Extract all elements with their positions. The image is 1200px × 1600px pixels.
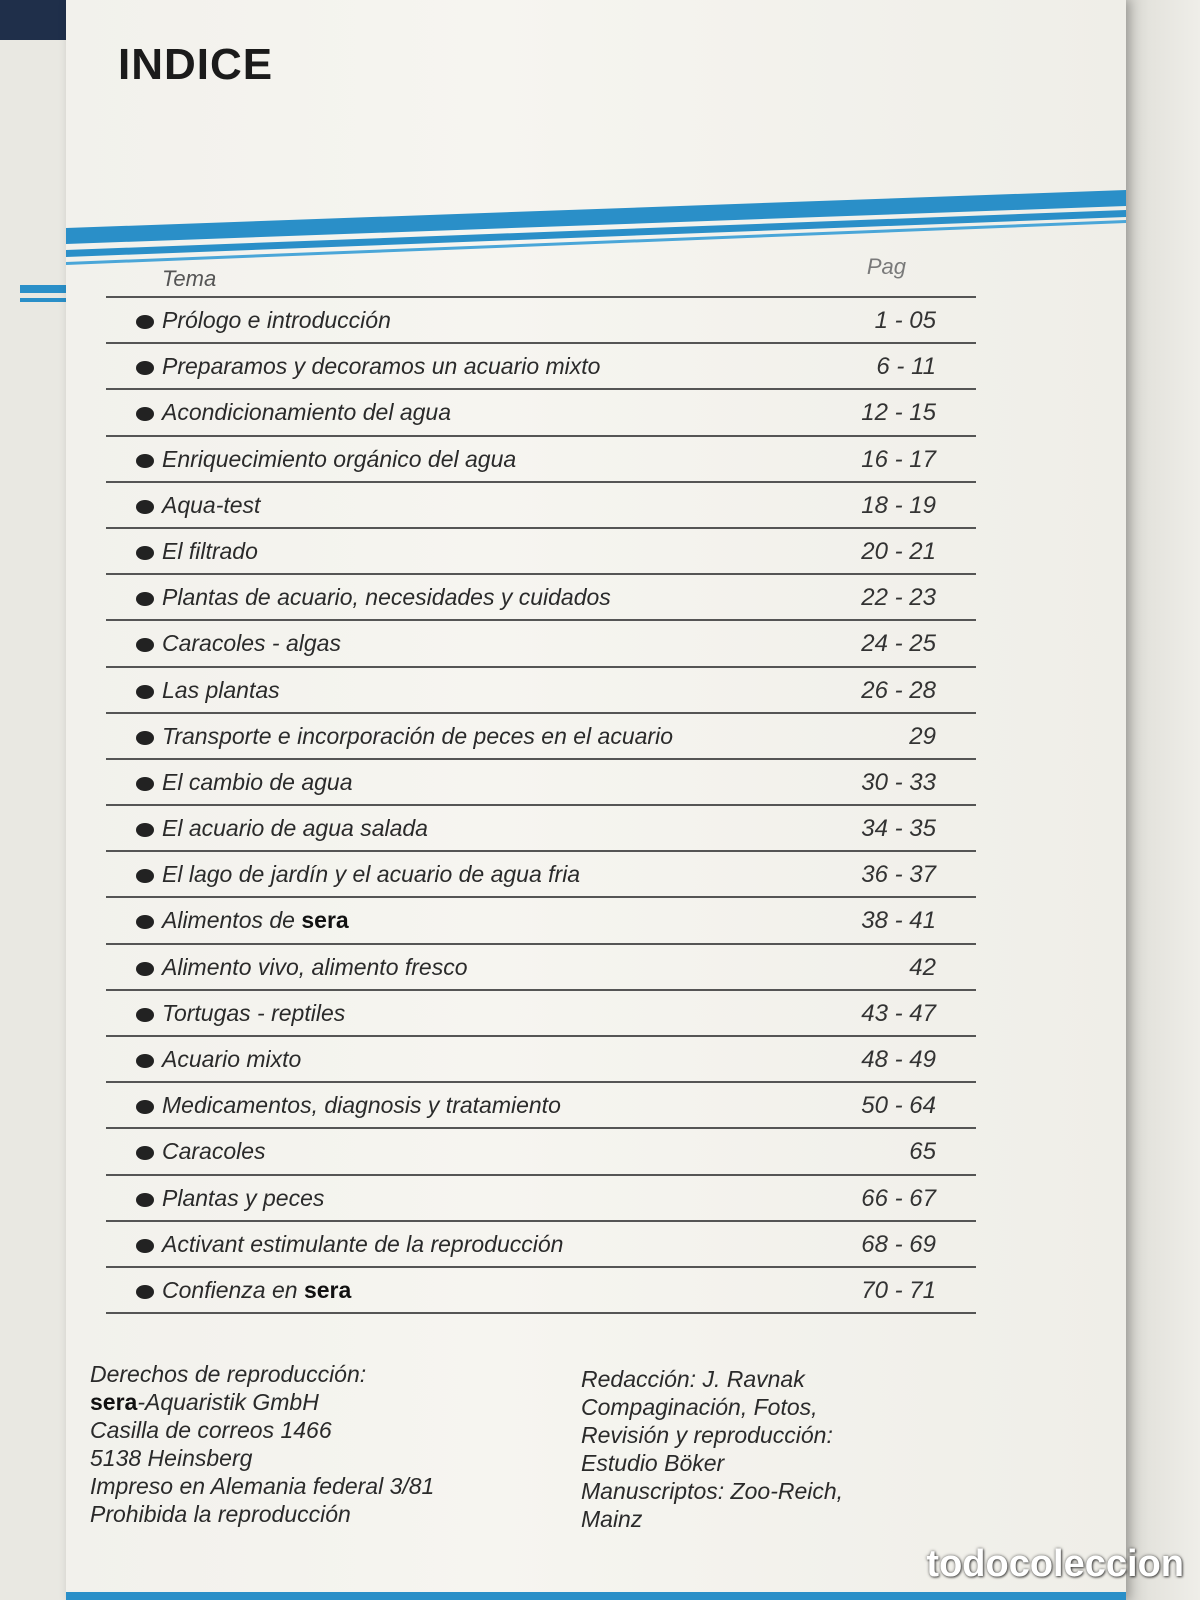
toc-entry (106, 529, 976, 575)
toc-entry-title (162, 1185, 324, 1212)
toc-entry (106, 1037, 976, 1083)
toc-entry-title-text: Activant estimulante de la reproducción (162, 1230, 564, 1257)
toc-entry-title (162, 630, 341, 657)
editorial-credits (581, 1365, 981, 1533)
toc-entry (106, 806, 976, 852)
bullet-icon (136, 1008, 154, 1022)
toc-entry-title (162, 1000, 345, 1027)
toc-entry-pages: 48 - 49 (861, 1046, 936, 1073)
bullet-icon (136, 777, 154, 791)
toc-entry-title-text: Enriquecimiento orgánico del agua (162, 445, 517, 472)
bullet-icon (136, 592, 154, 606)
toc-entry-title (162, 1138, 266, 1165)
publisher-city: 5138 Heinsberg (90, 1445, 253, 1471)
bullet-icon (136, 361, 154, 375)
copyright-heading: Derechos de reproducción: (90, 1361, 367, 1387)
credit-manuscripts: Manuscriptos: Zoo-Reich, (581, 1478, 844, 1504)
credit-editor: Redacción: J. Ravnak (581, 1366, 805, 1392)
toc-entry (106, 991, 976, 1037)
toc-entry-pages: 43 - 47 (861, 999, 936, 1027)
toc-entry-pages: 42 (909, 953, 936, 981)
toc-entry (106, 483, 976, 529)
toc-entry-title-text: Las plantas (162, 676, 280, 703)
bullet-icon (136, 546, 154, 560)
toc-entry-title-text: El acuario de agua salada (162, 815, 428, 842)
bullet-icon (136, 1285, 154, 1299)
credit-layout: Compaginación, Fotos, (581, 1394, 818, 1420)
column-header-topic: Tema (162, 266, 217, 291)
bullet-icon (136, 638, 154, 652)
toc-entry-title-text: Preparamos y decoramos un acuario mixto (162, 353, 601, 380)
toc-entry-title-text: Caracoles (162, 1138, 266, 1165)
toc-entry-title-text: Aqua-test (162, 491, 261, 518)
print-info: Impreso en Alemania federal 3/81 (90, 1473, 435, 1499)
bullet-icon (136, 1239, 154, 1253)
toc-entry-title-text: Plantas de acuario, necesidades y cuidados (162, 584, 611, 611)
brand-logo-text: sera (303, 1276, 352, 1303)
toc-entry-title (162, 399, 451, 426)
credit-revision: Revisión y reproducción: (581, 1422, 833, 1448)
reproduction-notice: Prohibida la reproducción (90, 1501, 351, 1527)
toc-entry (106, 898, 976, 944)
toc-entry-pages: 38 - 41 (861, 907, 936, 935)
toc-entry-title (162, 492, 260, 519)
toc-entry-pages: 20 - 21 (861, 537, 936, 565)
toc-entry-title (162, 723, 673, 750)
table-of-contents (106, 250, 976, 1314)
toc-entry-title (162, 907, 349, 934)
bullet-icon (136, 731, 154, 745)
toc-entry-title (162, 1231, 563, 1258)
toc-entry-title (162, 1046, 301, 1073)
toc-entry-pages: 24 - 25 (861, 630, 936, 658)
index-page (66, 0, 1126, 1600)
credit-city: Mainz (581, 1506, 643, 1532)
publisher-line (90, 1388, 560, 1416)
bullet-icon (136, 685, 154, 699)
toc-entry (106, 344, 976, 390)
toc-entry-title-text: Medicamentos, diagnosis y tratamiento (162, 1092, 561, 1119)
toc-entry-pages: 65 (909, 1138, 936, 1166)
toc-entry-title (162, 769, 353, 796)
publisher-po-box: Casilla de correos 1466 (90, 1417, 332, 1443)
watermark: todocoleccion (926, 1543, 1184, 1585)
toc-entry-title-text: Acondicionamiento del agua (162, 399, 451, 426)
toc-entry-title-text: Prólogo e introducción (162, 307, 391, 333)
toc-entry-title (162, 954, 468, 981)
toc-entry-pages: 29 (909, 722, 936, 750)
bullet-icon (136, 1054, 154, 1068)
toc-entry-pages: 70 - 71 (861, 1276, 936, 1304)
toc-entry-pages: 26 - 28 (861, 676, 936, 704)
toc-entry (106, 1083, 976, 1129)
bullet-icon (136, 315, 154, 329)
toc-entry-title-text: El lago de jardín y el acuario de agua fria (162, 861, 581, 888)
toc-entry-pages: 6 - 11 (876, 353, 936, 381)
toc-entry-title-text: Transporte e incorporación de peces en el acuario (162, 722, 673, 749)
toc-entry-title (162, 446, 516, 473)
toc-entry-title-text: Confienza en (162, 1276, 298, 1303)
toc-entry (106, 760, 976, 806)
toc-entry (106, 1222, 976, 1268)
book-gutter (1115, 0, 1200, 1600)
toc-entry-title-text: Tortugas - reptiles (162, 999, 346, 1026)
bullet-icon (136, 1146, 154, 1160)
toc-entry-pages: 34 - 35 (861, 815, 936, 843)
toc-entry (106, 621, 976, 667)
toc-entry (106, 668, 976, 714)
bullet-icon (136, 407, 154, 421)
toc-entry-title-text: Acuario mixto (162, 1046, 302, 1072)
toc-entry-title (162, 1277, 351, 1304)
toc-entry-pages: 30 - 33 (861, 768, 936, 796)
toc-entry-title-text: Alimento vivo, alimento fresco (162, 953, 468, 980)
toc-entry-title (162, 538, 258, 565)
toc-entry-pages: 22 - 23 (861, 584, 936, 612)
toc-header (106, 250, 976, 298)
bullet-icon (136, 962, 154, 976)
bullet-icon (136, 1100, 154, 1114)
toc-entry-title (162, 353, 600, 380)
toc-entry-pages: 50 - 64 (861, 1092, 936, 1120)
toc-entry-title-text: Plantas y peces (162, 1184, 325, 1211)
toc-entry-title (162, 1092, 561, 1119)
toc-entry (106, 1176, 976, 1222)
column-header-page: Pag (866, 254, 906, 279)
bottom-blue-stripe (66, 1592, 1126, 1600)
copyright-block (90, 1360, 560, 1528)
toc-entry-pages: 36 - 37 (861, 861, 936, 889)
toc-entry-pages: 66 - 67 (861, 1184, 936, 1212)
toc-entry-pages: 18 - 19 (861, 491, 936, 519)
toc-entry-title-text: Caracoles - algas (162, 630, 341, 657)
toc-entry (106, 575, 976, 621)
toc-entry-pages: 68 - 69 (861, 1230, 936, 1258)
toc-entry-pages: 12 - 15 (861, 399, 936, 427)
toc-entry (106, 1129, 976, 1175)
brand-logo-text: sera (301, 907, 349, 934)
credit-studio: Estudio Böker (581, 1450, 725, 1476)
toc-entry-pages: 1 - 05 (874, 307, 936, 334)
toc-entry-title (162, 677, 280, 704)
toc-entry (106, 1268, 976, 1314)
bullet-icon (136, 454, 154, 468)
bullet-icon (136, 1193, 154, 1207)
toc-entry-title-text: Alimentos de (162, 907, 295, 934)
toc-entry-title (162, 815, 428, 842)
bullet-icon (136, 823, 154, 837)
toc-entry (106, 945, 976, 991)
toc-entry-title (162, 307, 391, 334)
page-title: INDICE (118, 40, 274, 89)
toc-entry (106, 714, 976, 760)
toc-entry-title-text: El filtrado (162, 537, 258, 564)
toc-entry (106, 852, 976, 898)
toc-entry (106, 437, 976, 483)
bullet-icon (136, 915, 154, 929)
toc-entry-title (162, 861, 580, 888)
toc-entry-title (162, 584, 611, 611)
toc-entry-title-text: El cambio de agua (162, 768, 353, 795)
bullet-icon (136, 869, 154, 883)
toc-entry-pages: 16 - 17 (861, 445, 936, 473)
toc-entry (106, 390, 976, 436)
brand-logo-text: sera (90, 1389, 138, 1415)
bullet-icon (136, 500, 154, 514)
publisher-name: -Aquaristik GmbH (137, 1389, 319, 1415)
toc-entry (106, 298, 976, 344)
